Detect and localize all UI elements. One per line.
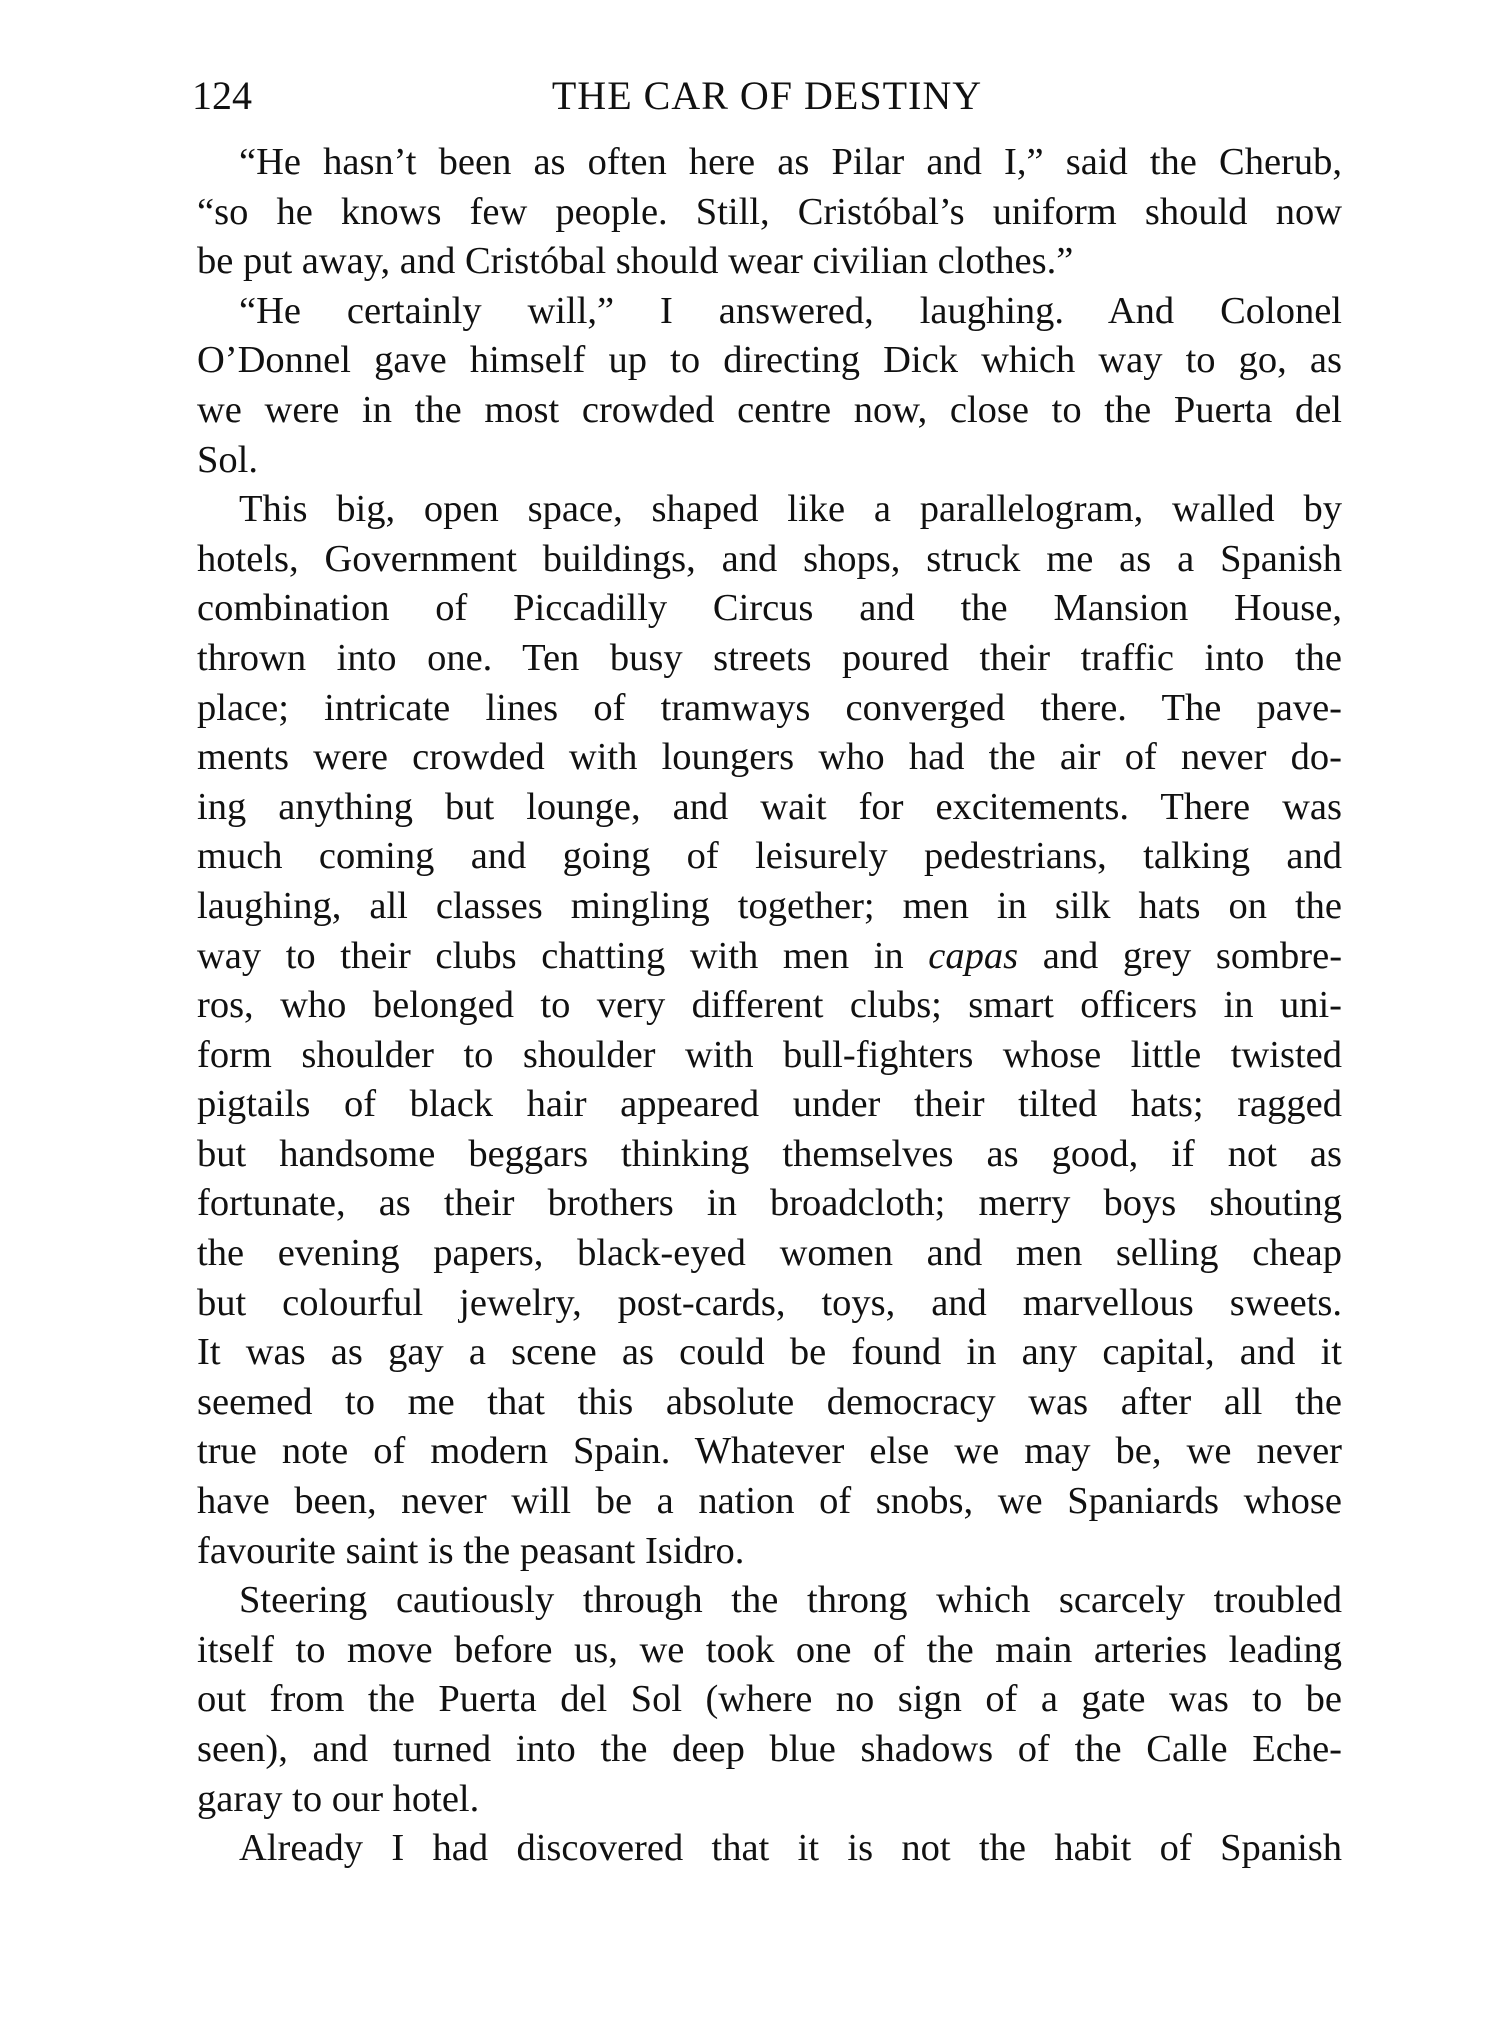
text-line: itself to move before us, we took one of the main arteries leading (197, 1628, 1342, 1671)
text-line: seen), and turned into the deep blue shadows of the Calle Eche- (197, 1728, 1342, 1770)
paragraph (197, 1824, 1342, 1874)
paragraph (197, 138, 1342, 287)
text-line: but handsome beggars thinking themselves as good, if not as (197, 1132, 1342, 1175)
text-line: Sol. (197, 438, 258, 481)
page-body (197, 138, 1342, 1874)
text-line: favourite saint is the peasant Isidro. (197, 1529, 745, 1572)
text-line: ments were crowded with loungers who had the air of never do- (197, 736, 1342, 779)
text-line: thrown into one. Ten busy streets poured their traffic into the (197, 636, 1342, 679)
text-line: laughing, all classes mingling together; men in silk hats on the (197, 884, 1342, 927)
running-title: THE CAR OF DESTINY (551, 73, 983, 118)
text-line: true note of modern Spain. Whatever else we may be, we never (197, 1430, 1342, 1473)
text-line: “He hasn’t been as often here as Pilar and I,” said the Cherub, (239, 141, 1342, 183)
text-line: fortunate, as their brothers in broadcloth; merry boys shouting (197, 1182, 1342, 1225)
paragraph (197, 287, 1342, 485)
text-line: seemed to me that this absolute democracy was after all the (197, 1380, 1342, 1423)
text-line: but colourful jewelry, post-cards, toys, and marvellous sweets. (197, 1281, 1342, 1324)
text-line: combination of Piccadilly Circus and the Mansion House, (197, 587, 1342, 630)
text-line: “He certainly will,” I answered, laughing. And Colonel (239, 289, 1342, 332)
text-line: form shoulder to shoulder with bull-fighters whose little twisted (197, 1033, 1342, 1076)
paragraph (197, 485, 1342, 1576)
text-line: pigtails of black hair appeared under their tilted hats; ragged (197, 1083, 1342, 1126)
text-line: “so he knows few people. Still, Cristóbal’s uniform should now (197, 190, 1342, 233)
paragraph (197, 1576, 1342, 1824)
text-line: O’Donnel gave himself up to directing Dick which way to go, as (197, 339, 1342, 382)
text-line: place; intricate lines of tramways converged there. The pave- (197, 686, 1342, 729)
text-line: much coming and going of leisurely pedestrians, talking and (197, 835, 1342, 878)
page-number: 124 (192, 73, 252, 118)
text-line: It was as gay a scene as could be found in any capital, and it (197, 1331, 1342, 1374)
text-line: hotels, Government buildings, and shops, struck me as a Spanish (197, 537, 1342, 580)
text-line: be put away, and Cristóbal should wear civilian clothes.” (197, 240, 1074, 283)
text-line: way to their clubs chatting with men in capas and grey sombre- (197, 934, 1343, 977)
page-header (192, 66, 1342, 126)
italic-word: capas (928, 934, 1019, 977)
text-line: Steering cautiously through the throng which scarcely troubled (239, 1579, 1342, 1622)
text-line: we were in the most crowded centre now, close to the Puerta del (197, 388, 1342, 431)
text-line: out from the Puerta del Sol (where no sign of a gate was to be (197, 1678, 1342, 1721)
text-line: garay to our hotel. (197, 1777, 480, 1820)
text-line: ing anything but lounge, and wait for excitements. There was (197, 785, 1342, 828)
text-line: This big, open space, shaped like a parallelogram, walled by (239, 488, 1342, 531)
text-line: Already I had discovered that it is not the habit of Spanish (239, 1827, 1342, 1870)
text-line: the evening papers, black-eyed women and men selling cheap (197, 1232, 1342, 1275)
text-line: ros, who belonged to very different clubs; smart officers in uni- (197, 984, 1342, 1027)
text-line: have been, never will be a nation of snobs, we Spaniards whose (197, 1480, 1342, 1523)
